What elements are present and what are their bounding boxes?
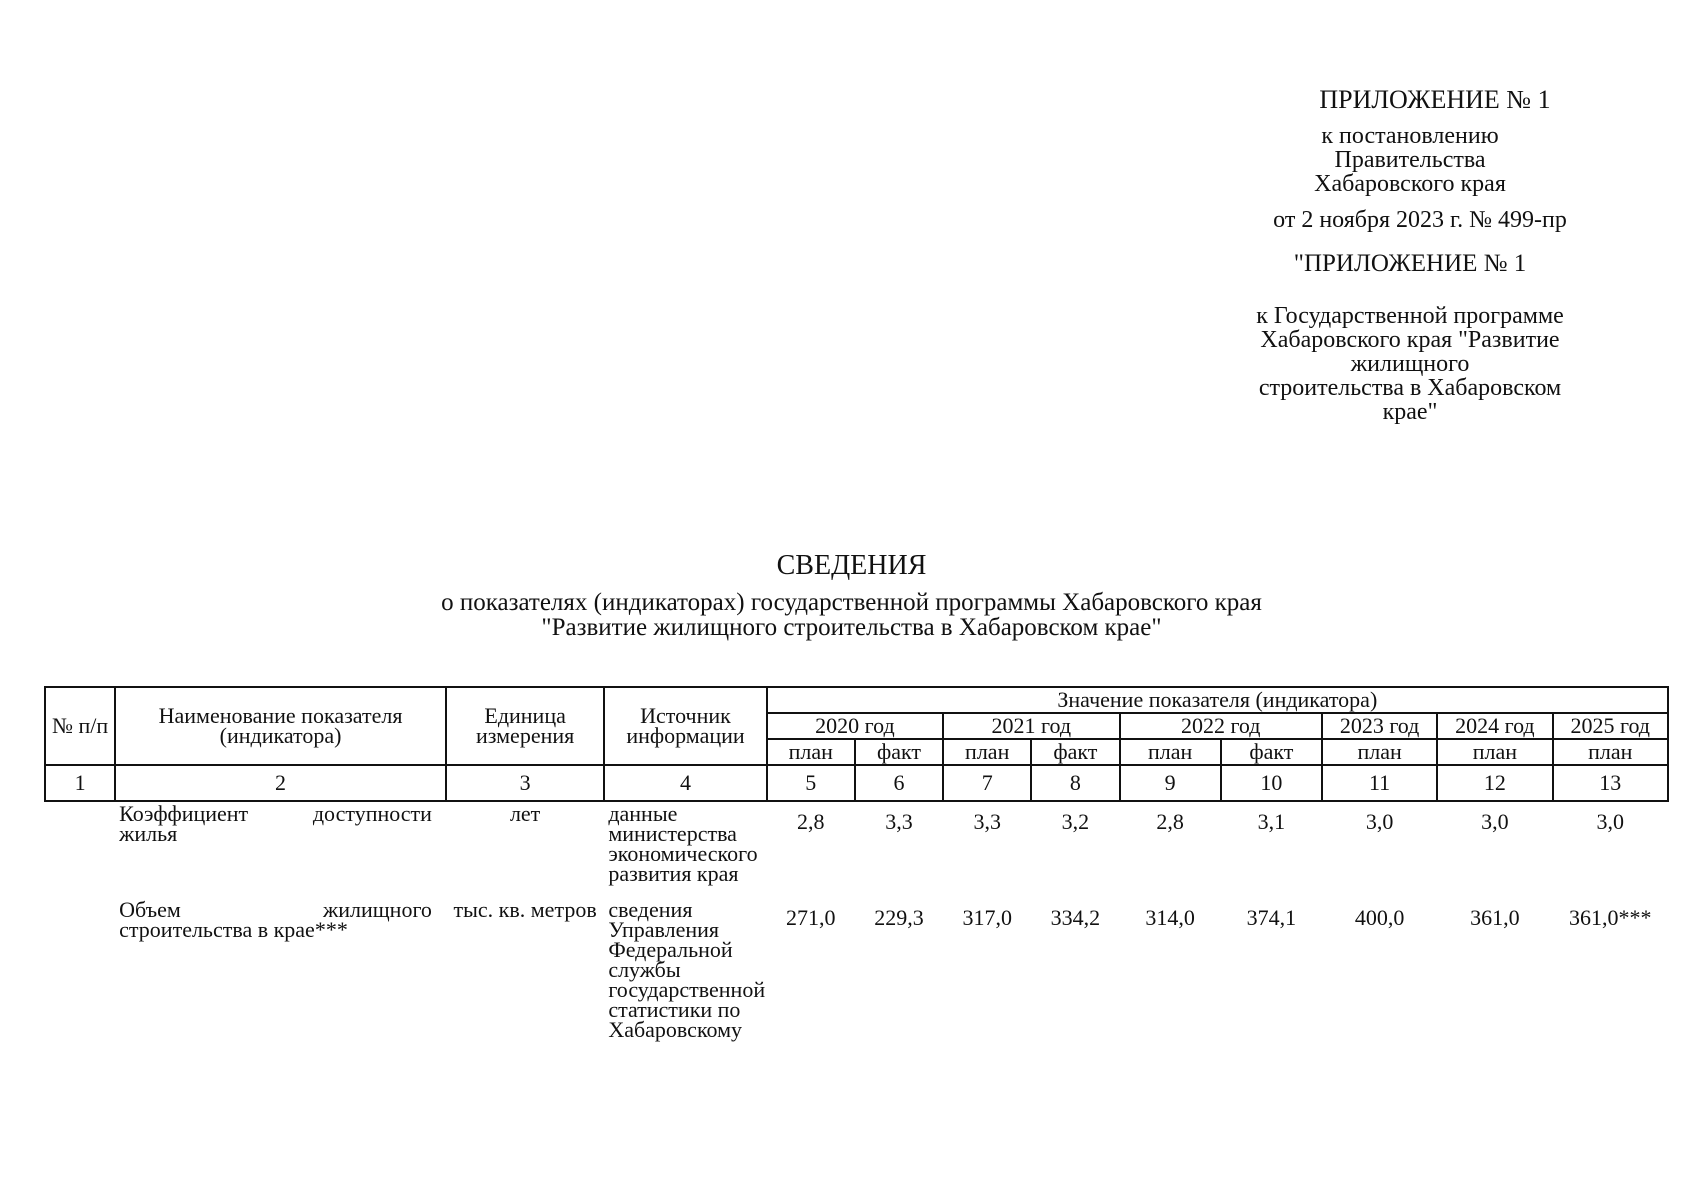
appendix-date: от 2 ноября 2023 г. № 499-пр: [1273, 207, 1567, 233]
column-number: 6: [855, 765, 943, 801]
table-row: [45, 801, 1668, 898]
column-number: 11: [1322, 765, 1437, 801]
row-number: [45, 898, 115, 1042]
header-plan-fact: план: [1120, 739, 1221, 765]
indicator-source: сведения Управления Федеральной службы государственной статистики по Хабаровскому: [608, 897, 766, 1042]
indicator-value: 3,0: [1596, 809, 1624, 834]
header-year: 2020 год: [767, 713, 943, 739]
row-number: [45, 801, 115, 898]
header-plan-fact: план: [767, 739, 855, 765]
indicator-unit: тыс. кв. метров: [453, 897, 597, 922]
program-line: жилищного: [1350, 351, 1470, 377]
header-plan-fact: факт: [1031, 739, 1119, 765]
indicator-value: 361,0: [1470, 905, 1520, 930]
indicator-value: 2,8: [1156, 809, 1184, 834]
header-year: 2023 год: [1322, 713, 1437, 739]
indicator-value: 317,0: [962, 905, 1012, 930]
indicator-source: данные министерства экономического развития края: [608, 801, 758, 886]
table-row: [45, 898, 1668, 1042]
indicators-table: [44, 686, 1669, 1042]
header-plan-fact: план: [1553, 739, 1669, 765]
appendix-resolution-line: Хабаровского края: [1314, 171, 1506, 197]
appendix-header: [1190, 85, 1630, 425]
column-number: 13: [1553, 765, 1669, 801]
indicator-value: 3,0: [1365, 809, 1394, 834]
column-number: 4: [604, 765, 766, 801]
program-line: к Государственной программе: [1256, 303, 1564, 329]
appendix-title-quoted: "ПРИЛОЖЕНИЕ № 1: [1293, 250, 1527, 277]
program-line: крае": [1382, 399, 1438, 425]
indicator-value: 314,0: [1145, 905, 1195, 930]
column-number: 9: [1120, 765, 1221, 801]
document-title: СВЕДЕНИЯ: [776, 550, 927, 581]
indicator-value: 3,3: [973, 809, 1001, 834]
indicator-name: Коэффициент доступности жилья: [119, 801, 432, 846]
column-number: 2: [115, 765, 446, 801]
column-number: 1: [45, 765, 115, 801]
indicator-value: 361,0***: [1569, 905, 1652, 930]
header-source: Источник информации: [604, 687, 766, 765]
indicator-value: 400,0: [1354, 905, 1405, 930]
header-value: Значение показателя (индикатора): [767, 687, 1668, 713]
indicator-unit: лет: [509, 801, 541, 826]
header-plan-fact: факт: [1221, 739, 1322, 765]
header-unit: Единица измерения: [446, 687, 604, 765]
program-line: Хабаровского края "Развитие: [1260, 327, 1560, 353]
header-plan-fact: план: [1322, 739, 1437, 765]
indicator-value: 3,0: [1481, 809, 1509, 834]
document-subtitle: [0, 590, 1703, 640]
indicator-value: 229,3: [874, 905, 924, 930]
appendix-resolution-line: к постановлению: [1321, 123, 1499, 149]
header-name: Наименование показателя (индикатора): [115, 687, 446, 765]
header-plan-fact: план: [1437, 739, 1552, 765]
column-number: 10: [1221, 765, 1322, 801]
header-year: 2021 год: [943, 713, 1119, 739]
column-number: 7: [943, 765, 1031, 801]
column-number: 12: [1437, 765, 1552, 801]
indicator-value: 374,1: [1246, 905, 1297, 930]
column-number: 8: [1031, 765, 1119, 801]
header-year: 2022 год: [1120, 713, 1322, 739]
header-year: 2025 год: [1553, 713, 1669, 739]
document-subtitle-line: "Развитие жилищного строительства в Хабаровском крае": [541, 614, 1162, 641]
header-num: № п/п: [45, 687, 115, 765]
indicator-value: 3,1: [1257, 809, 1286, 834]
indicator-value: 2,8: [797, 809, 825, 834]
program-line: строительства в Хабаровском: [1258, 375, 1562, 401]
header-year: 2024 год: [1437, 713, 1552, 739]
indicator-value: 3,2: [1061, 809, 1090, 834]
indicator-value: 3,3: [885, 809, 913, 834]
appendix-resolution-line: Правительства: [1334, 147, 1486, 173]
indicator-value: 334,2: [1050, 905, 1101, 930]
indicator-value: 271,0: [786, 905, 836, 930]
indicator-name: Объем жилищного строительства в крае***: [119, 897, 432, 942]
header-plan-fact: факт: [855, 739, 943, 765]
column-number: 3: [446, 765, 604, 801]
column-number: 5: [767, 765, 855, 801]
header-plan-fact: план: [943, 739, 1031, 765]
appendix-title: ПРИЛОЖЕНИЕ № 1: [1319, 85, 1551, 114]
document-subtitle-line: о показателях (индикаторах) государственной программы Хабаровского края: [441, 589, 1262, 616]
